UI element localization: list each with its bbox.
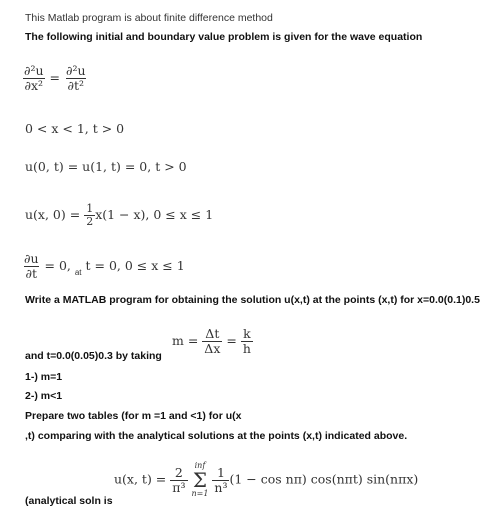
domain-condition: 0 < x < 1, t > 0 bbox=[25, 121, 125, 136]
tables-instruction-2: ,t) comparing with the analytical solutions at the points (x,t) indicated above. bbox=[25, 430, 408, 442]
task-text: Write a MATLAB program for obtaining the solution u(x,t) at the points (x,t) for x=0.0(0.1)0.5 bbox=[25, 294, 480, 306]
tables-instruction-1: Prepare two tables (for m =1 and <1) for u(x bbox=[25, 410, 242, 422]
t-range-text: and t=0.0(0.05)0.3 by taking bbox=[25, 350, 162, 362]
k-h-fraction: $\frac{k}{h}$ bbox=[242, 326, 251, 356]
analytic-label: (analytical soln is bbox=[25, 495, 113, 507]
two-over-pi-cubed: $\frac{2}{\text{π³}}$ bbox=[172, 464, 186, 495]
boundary-condition: u(0, t) = u(1, t) = 0, t > 0 bbox=[25, 159, 187, 174]
initial-condition: u(x, 0) = $\frac{1}{2}$ x(1 − x), 0 ≤ x ≤ 1 bbox=[25, 202, 214, 228]
analytic-solution: u(x, t) = $\frac{2}{\text{π³}}$ inf Σ n=1 $\frac{1}{\text{n³}}$ (1 − cos nπ) cos(nπt) sin(nπx) bbox=[114, 461, 419, 498]
du-dt-fraction: $\frac{\partial u}{\partial t}$ bbox=[24, 251, 39, 281]
pde-equation: $\frac{\text{∂²u}}{\text{∂x²}}$ = $\frac{\text{∂²u}}{\text{∂t²}}$ bbox=[24, 63, 86, 93]
initial-velocity-condition: $\frac{\partial u}{\partial t}$ = 0, $_{at}$ t = 0, 0 ≤ x ≤ 1 bbox=[24, 251, 185, 281]
half-fraction: $\frac{1}{2}$ bbox=[86, 202, 94, 228]
one-over-n-cubed: $\frac{1}{\text{n³}}$ bbox=[214, 464, 228, 495]
m-definition: m = $\frac{\Delta t}{\Delta x}$ = $\frac{k}{h}$ bbox=[172, 326, 251, 356]
summation-symbol: inf Σ n=1 bbox=[191, 461, 209, 498]
problem-statement: The following initial and boundary value problem is given for the wave equation bbox=[25, 31, 423, 43]
intro-text: This Matlab program is about finite difference method bbox=[25, 12, 273, 24]
pde-rhs-fraction: $\frac{\text{∂²u}}{\text{∂t²}}$ bbox=[65, 63, 86, 93]
dt-dx-fraction: $\frac{\Delta t}{\Delta x}$ bbox=[204, 326, 221, 356]
pde-lhs-fraction: $\frac{\text{∂²u}}{\text{∂x²}}$ bbox=[24, 63, 44, 93]
case-2: 2-) m<1 bbox=[25, 390, 63, 402]
case-1: 1-) m=1 bbox=[25, 371, 63, 383]
